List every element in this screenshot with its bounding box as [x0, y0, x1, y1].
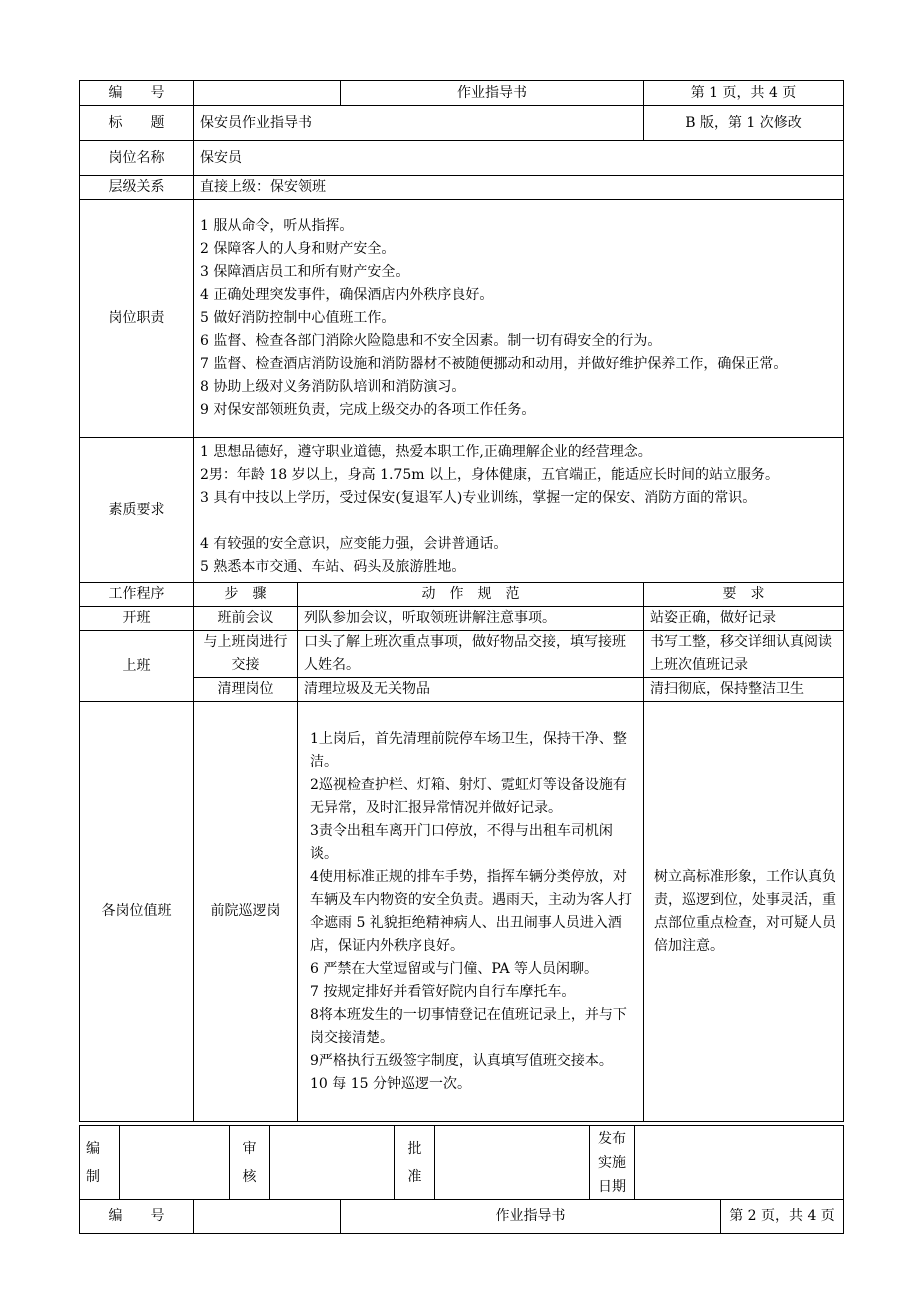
doc-title: 作业指导书 [341, 81, 644, 106]
list-item: 4 有较强的安全意识，应变能力强，会讲普通话。 [200, 536, 508, 552]
release-date-field[interactable] [635, 1126, 844, 1200]
program-kaiban: 开班 [80, 607, 194, 631]
program-duty: 各岗位值班 [80, 702, 194, 1122]
list-item: 7 按规定排好并看管好院内自行车摩托车。 [310, 983, 576, 1000]
list-item: 1上岗后，首先清理前院停车场卫生，保持干净、整洁。 [310, 730, 627, 770]
list-item: 6 监督、检查各部门消除火险隐患和不安全因素。制一切有碍安全的行为。 [200, 333, 662, 349]
step-meeting: 班前会议 [194, 607, 298, 631]
req-handover: 书写工整，移交详细认真阅读上班次值班记录 [644, 631, 844, 678]
position-label: 岗位名称 [80, 141, 194, 176]
step-clean: 清理岗位 [194, 678, 298, 702]
doc-number-value [194, 1200, 341, 1234]
page-indicator: 第 1 页，共 4 页 [644, 81, 844, 106]
signoff-table [79, 1125, 844, 1200]
norm-handover: 口头了解上班次重点事项，做好物品交接，填写接班人姓名。 [298, 631, 644, 678]
list-item: 1 服从命令，听从指挥。 [200, 218, 354, 234]
title-label: 标 题 [80, 106, 194, 141]
list-item: 2巡视检查护栏、灯箱、射灯、霓虹灯等设备设施有无异常，及时汇报异常情况并做好记录。 [310, 776, 627, 816]
list-item: 3责令出租车离开门口停放，不得与出租车司机闲谈。 [310, 822, 613, 862]
col-requirements: 要 求 [644, 583, 844, 607]
title-value: 保安员作业指导书 [194, 106, 644, 141]
release-date-label: 发布实施日期 [590, 1126, 635, 1200]
step-front-patrol: 前院巡逻岗 [194, 702, 298, 1122]
hierarchy-label: 层级关系 [80, 176, 194, 200]
list-item [200, 510, 843, 533]
list-item: 10 每 15 分钟巡逻一次。 [310, 1075, 471, 1092]
req-patrol: 树立高标准形象，工作认真负责，巡逻到位，处事灵活，重点部位重点检查，对可疑人员倍加注意。 [644, 702, 844, 1122]
norm-clean: 清理垃圾及无关物品 [298, 678, 644, 702]
list-item: 8 协助上级对义务消防队培训和消防演习。 [200, 379, 466, 395]
list-item: 9严格执行五级签字制度，认真填写值班交接本。 [310, 1052, 613, 1069]
norm-meeting: 列队参加会议，听取领班讲解注意事项。 [298, 607, 644, 631]
list-item: 3 保障酒店员工和所有财产安全。 [200, 264, 410, 280]
prepared-field[interactable] [120, 1126, 230, 1200]
list-item: 2男：年龄 18 岁以上，身高 1.75m 以上，身体健康，五官端正，能适应长时间的站立服务。 [200, 467, 779, 483]
list-item: 2 保障客人的人身和财产安全。 [200, 241, 396, 257]
col-program: 工作程序 [80, 583, 194, 607]
quality-list [194, 438, 844, 583]
col-steps: 步 骤 [194, 583, 298, 607]
list-item: 7 监督、检查酒店消防设施和消防器材不被随便挪动和动用，并做好维护保养工作，确保正常。 [200, 356, 788, 372]
list-item: 8将本班发生的一切事情登记在值班记录上，并与下岗交接清楚。 [310, 1006, 627, 1046]
work-instruction-table [79, 80, 844, 1122]
prepared-label: 编制 [80, 1126, 120, 1200]
position-value: 保安员 [194, 141, 844, 176]
list-item: 3 具有中技以上学历，受过保安(复退军人)专业训练，掌握一定的保安、消防方面的常识。 [200, 490, 757, 506]
req-meeting: 站姿正确，做好记录 [644, 607, 844, 631]
list-item: 4使用标准正规的排车手势，指挥车辆分类停放，对车辆及车内物资的安全负责。遇雨天，主动为客人打伞遮雨 5 礼貌拒绝精神病人、出丑闹事人员进入酒店，保证内外秩序良好。 [310, 868, 632, 954]
step-handover: 与上班岗进行交接 [194, 631, 298, 678]
list-item: 1 思想品德好，遵守职业道德，热爱本职工作,正确理解企业的经营理念。 [200, 444, 652, 460]
list-item: 4 正确处理突发事件，确保酒店内外秩序良好。 [200, 287, 494, 303]
approved-field[interactable] [435, 1126, 590, 1200]
doc-number-label: 编 号 [80, 1200, 194, 1234]
doc-title: 作业指导书 [341, 1200, 721, 1234]
approved-label: 批准 [395, 1126, 435, 1200]
program-shangban: 上班 [80, 631, 194, 702]
req-clean: 清扫彻底，保持整洁卫生 [644, 678, 844, 702]
doc-number-value [194, 81, 341, 106]
duties-label: 岗位职责 [80, 200, 194, 438]
hierarchy-value: 直接上级：保安领班 [194, 176, 844, 200]
reviewed-field[interactable] [270, 1126, 395, 1200]
list-item: 5 做好消防控制中心值班工作。 [200, 310, 396, 326]
list-item: 6 严禁在大堂逗留或与门僮、PA 等人员闲聊。 [310, 960, 599, 977]
page-indicator: 第 2 页，共 4 页 [721, 1200, 844, 1234]
duties-list [194, 200, 844, 438]
col-norms: 动 作 规 范 [298, 583, 644, 607]
list-item: 5 熟悉本市交通、车站、码头及旅游胜地。 [200, 559, 466, 575]
quality-label: 素质要求 [80, 438, 194, 583]
reviewed-label: 审核 [230, 1126, 270, 1200]
doc-number-label: 编 号 [80, 81, 194, 106]
norm-patrol-list [298, 702, 644, 1122]
list-item: 9 对保安部领班负责，完成上级交办的各项工作任务。 [200, 402, 536, 418]
version-info: B 版，第 1 次修改 [644, 106, 844, 141]
next-page-header [79, 1199, 844, 1234]
